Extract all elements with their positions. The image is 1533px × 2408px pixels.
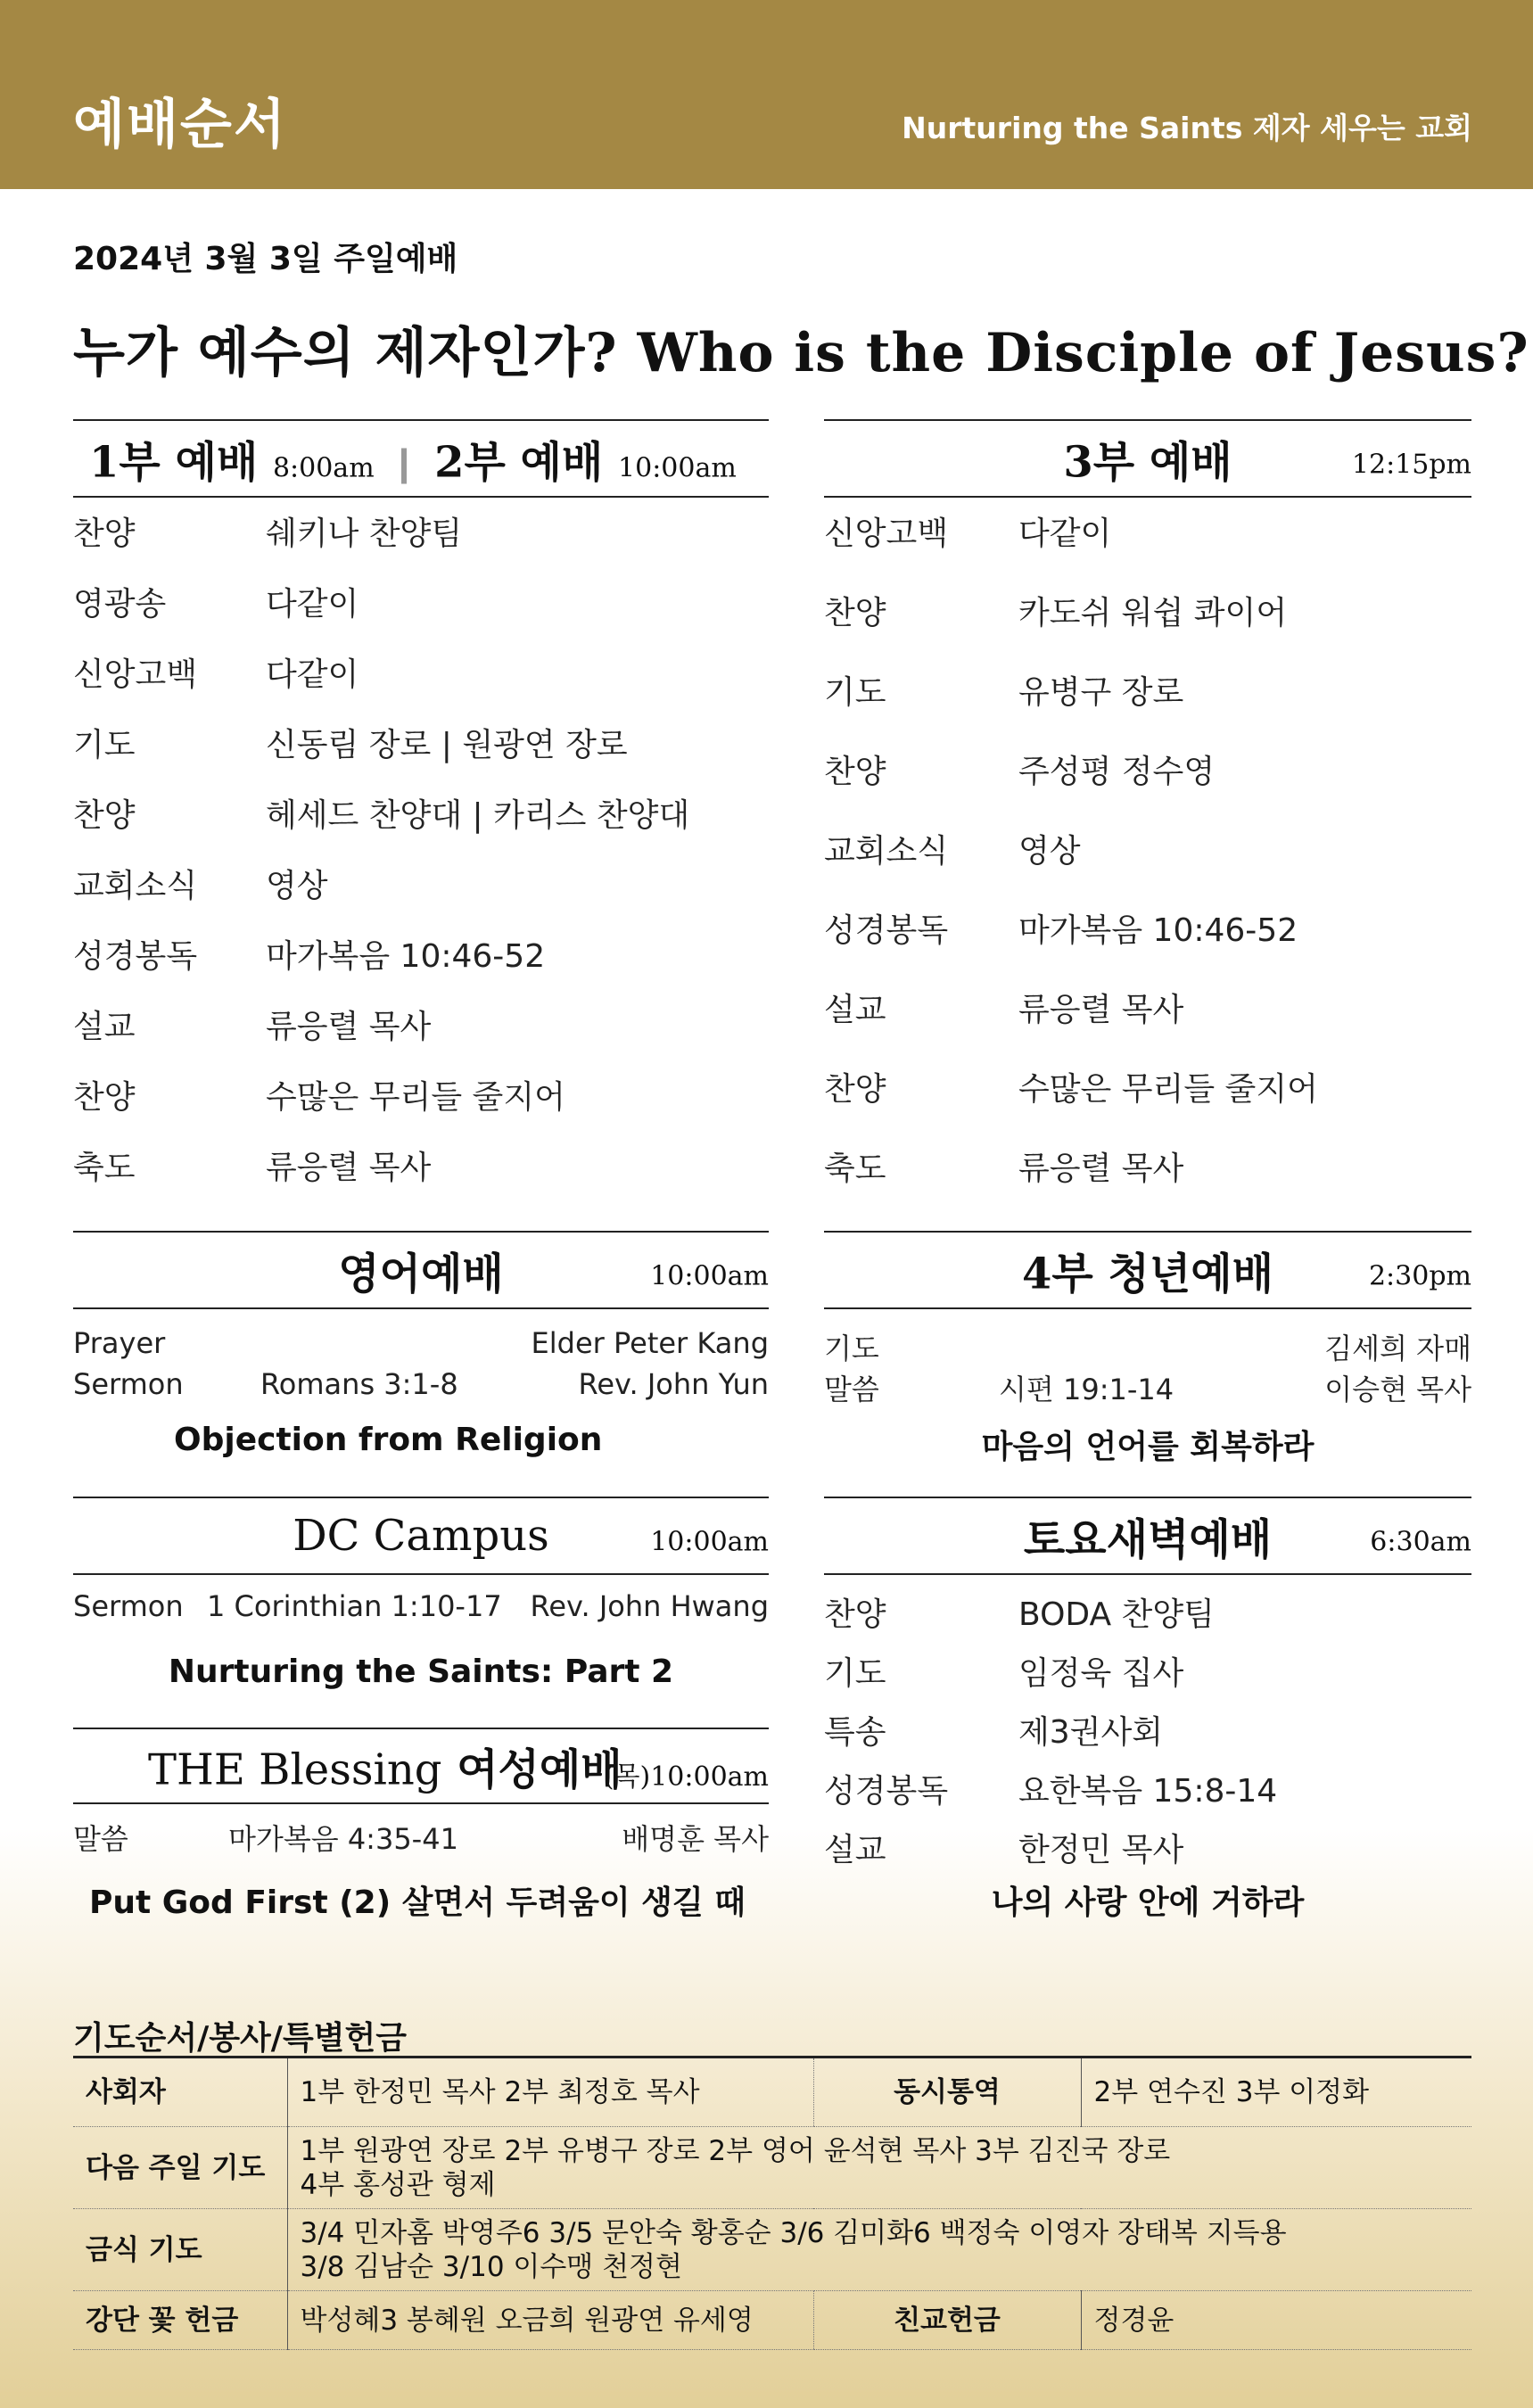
order-value: 마가복음 10:46-52 bbox=[266, 938, 546, 975]
order-label: 찬양 bbox=[73, 797, 136, 834]
youth-prayer-label: 기도 bbox=[824, 1332, 879, 1365]
order-value: 헤세드 찬양대 | 카리스 찬양대 bbox=[266, 797, 690, 834]
youth-word-speaker: 이승현 목사 bbox=[1324, 1373, 1471, 1406]
order-label: 교회소식 bbox=[824, 833, 949, 870]
table-row bbox=[73, 2209, 1471, 2291]
youth-service-header bbox=[824, 1231, 1471, 1309]
dc-campus-title: DC Campus bbox=[293, 1511, 549, 1561]
dc-sermon-passage: 1 Corinthian 1:10-17 bbox=[207, 1589, 502, 1623]
blessing-header bbox=[73, 1728, 769, 1804]
blessing-time: (목)10:00am bbox=[603, 1761, 769, 1793]
english-prayer-value: Elder Peter Kang bbox=[531, 1326, 769, 1360]
order-label: 성경봉독 bbox=[824, 1773, 949, 1810]
order-value: 제3권사회 bbox=[1018, 1714, 1164, 1751]
order-value: 다같이 bbox=[266, 656, 359, 693]
service-1-time: 8:00am bbox=[272, 452, 375, 484]
order-label: 찬양 bbox=[73, 1079, 136, 1116]
english-sermon-title: Objection from Religion bbox=[174, 1422, 603, 1458]
blessing-title-en: THE Blessing bbox=[148, 1744, 442, 1795]
order-label: 찬양 bbox=[824, 754, 886, 790]
order-value: 임정욱 집사 bbox=[1018, 1655, 1184, 1692]
sermon-title: 누가 예수의 제자인가? Who is the Disciple of Jesus? bbox=[73, 322, 1529, 384]
order-value: 다같이 bbox=[266, 586, 359, 623]
order-value: 류응렬 목사 bbox=[266, 1150, 432, 1186]
dc-campus-service bbox=[73, 1497, 769, 1711]
dc-campus-header bbox=[73, 1497, 769, 1575]
service-date: 2024년 3월 3일 주일예배 bbox=[73, 241, 458, 277]
dc-sermon-label: Sermon bbox=[73, 1589, 184, 1623]
english-prayer-label: Prayer bbox=[73, 1326, 166, 1360]
dawn-sermon-title: 나의 사랑 안에 거하라 bbox=[991, 1884, 1305, 1921]
fasting-prayer-value: 3/4 민자홈 박영주6 3/5 문안숙 황홍순 3/6 김미화6 백정숙 이영자 장태복 지득용 bbox=[300, 2216, 1287, 2249]
order-label: 기도 bbox=[824, 674, 886, 711]
blessing-word-label: 말씀 bbox=[73, 1822, 128, 1856]
order-value: 수많은 무리들 줄지어 bbox=[1018, 1071, 1318, 1108]
dc-sermon-speaker: Rev. John Hwang bbox=[530, 1589, 769, 1623]
order-label: 기도 bbox=[824, 1655, 886, 1692]
service-1-2 bbox=[73, 419, 769, 1195]
order-label: 설교 bbox=[824, 1832, 886, 1868]
header-title: 예배순서 bbox=[73, 94, 287, 156]
order-label: 기도 bbox=[73, 727, 136, 763]
service-2-title: 2부 예배 bbox=[434, 437, 604, 488]
order-value: 쉐키나 찬양팀 bbox=[266, 515, 463, 552]
order-label: 영광송 bbox=[73, 586, 167, 623]
youth-sermon-title: 마음의 언어를 회복하라 bbox=[981, 1429, 1315, 1465]
next-prayer-label: 다음 주일 기도 bbox=[73, 2127, 287, 2209]
fellowship-offering-label: 친교헌금 bbox=[813, 2291, 1081, 2350]
emcee-value: 1부 한정민 목사 2부 최정호 목사 bbox=[287, 2058, 813, 2127]
order-label: 축도 bbox=[73, 1150, 136, 1186]
service-3 bbox=[824, 419, 1471, 1195]
header-bar bbox=[0, 0, 1533, 189]
order-label: 성경봉독 bbox=[73, 938, 198, 975]
order-value: 신동림 장로 | 원광연 장로 bbox=[266, 727, 628, 763]
table-row bbox=[73, 2058, 1471, 2127]
altar-flower-value: 박성혜3 봉혜원 오금희 원광연 유세영 bbox=[287, 2291, 813, 2350]
dc-campus-time: 10:00am bbox=[650, 1526, 769, 1558]
english-sermon-speaker: Rev. John Yun bbox=[578, 1367, 769, 1401]
order-label: 찬양 bbox=[73, 515, 136, 552]
fasting-prayer-label: 금식 기도 bbox=[73, 2209, 287, 2291]
service-1-title: 1부 예배 bbox=[89, 437, 259, 488]
order-label: 설교 bbox=[73, 1009, 136, 1045]
order-value: 카도쉬 워쉽 콰이어 bbox=[1018, 595, 1288, 631]
order-value: 류응렬 목사 bbox=[266, 1009, 432, 1045]
order-value: 마가복음 10:46-52 bbox=[1018, 912, 1298, 949]
order-label: 신앙고백 bbox=[73, 656, 198, 693]
blessing-word-speaker: 배명훈 목사 bbox=[622, 1822, 769, 1856]
fellowship-offering-value: 정경윤 bbox=[1081, 2291, 1471, 2350]
order-value: 유병구 장로 bbox=[1018, 674, 1184, 711]
emcee-label: 사회자 bbox=[73, 2058, 287, 2127]
order-value: 영상 bbox=[266, 868, 328, 904]
table-row bbox=[73, 2127, 1471, 2209]
order-value: 요한복음 15:8-14 bbox=[1018, 1773, 1278, 1810]
service-3-time: 12:15pm bbox=[1351, 449, 1471, 481]
order-label: 축도 bbox=[824, 1150, 886, 1187]
blessing-service bbox=[73, 1728, 769, 1933]
youth-service-title: 4부 청년예배 bbox=[1022, 1249, 1273, 1299]
divider bbox=[401, 448, 407, 483]
english-sermon-label: Sermon bbox=[73, 1367, 184, 1401]
table-row bbox=[73, 2291, 1471, 2350]
order-value: 주성평 정수영 bbox=[1018, 754, 1216, 790]
order-value: 한정민 목사 bbox=[1018, 1832, 1184, 1868]
youth-word-label: 말씀 bbox=[824, 1373, 879, 1406]
youth-service-time: 2:30pm bbox=[1368, 1260, 1471, 1292]
dawn-header bbox=[824, 1497, 1471, 1575]
order-label: 특송 bbox=[824, 1714, 886, 1751]
next-prayer-value-2: 4부 홍성관 형제 bbox=[300, 2168, 496, 2201]
service-2-time: 10:00am bbox=[618, 452, 737, 484]
youth-word-passage: 시편 19:1-14 bbox=[999, 1373, 1174, 1406]
blessing-sermon-title: Put God First (2) 살면서 두려움이 생길 때 bbox=[89, 1884, 746, 1921]
dawn-title: 토요새벽예배 bbox=[1023, 1514, 1273, 1565]
youth-prayer-value: 김세희 자매 bbox=[1324, 1332, 1471, 1365]
dawn-time: 6:30am bbox=[1370, 1526, 1471, 1558]
order-value: 류응렬 목사 bbox=[1018, 1150, 1184, 1187]
order-label: 설교 bbox=[824, 992, 886, 1028]
youth-service bbox=[824, 1231, 1471, 1489]
english-service-header bbox=[73, 1231, 769, 1309]
order-value: 류응렬 목사 bbox=[1018, 992, 1184, 1028]
header-tagline: Nurturing the Saints 제자 세우는 교회 bbox=[902, 111, 1472, 145]
order-value: BODA 찬양팀 bbox=[1018, 1596, 1215, 1633]
service-duty-table bbox=[73, 2056, 1471, 2350]
order-value: 영상 bbox=[1018, 833, 1081, 870]
order-label: 신앙고백 bbox=[824, 515, 949, 552]
english-sermon-passage: Romans 3:1-8 bbox=[260, 1367, 458, 1401]
interpretation-value: 2부 연수진 3부 이정화 bbox=[1081, 2058, 1471, 2127]
order-label: 성경봉독 bbox=[824, 912, 949, 949]
order-label: 찬양 bbox=[824, 595, 886, 631]
service-1-2-header bbox=[73, 419, 769, 498]
english-service bbox=[73, 1231, 769, 1489]
order-value: 수많은 무리들 줄지어 bbox=[266, 1079, 565, 1116]
service-3-title: 3부 예배 bbox=[1063, 437, 1232, 488]
english-service-title: 영어예배 bbox=[338, 1249, 504, 1299]
dc-sermon-title: Nurturing the Saints: Part 2 bbox=[168, 1653, 674, 1690]
english-service-time: 10:00am bbox=[650, 1260, 769, 1292]
blessing-title-ko: 여성예배 bbox=[457, 1744, 622, 1795]
order-label: 찬양 bbox=[824, 1596, 886, 1633]
table-title: 기도순서/봉사/특별헌금 bbox=[73, 2020, 408, 2057]
altar-flower-label: 강단 꽃 헌금 bbox=[73, 2291, 287, 2350]
interpretation-label: 동시통역 bbox=[813, 2058, 1081, 2127]
service-3-header bbox=[824, 419, 1471, 498]
order-label: 교회소식 bbox=[73, 868, 198, 904]
next-prayer-value: 1부 원광연 장로 2부 유병구 장로 2부 영어 윤석현 목사 3부 김진국 장로 bbox=[300, 2134, 1171, 2167]
dawn-service bbox=[824, 1497, 1471, 1934]
order-value: 다같이 bbox=[1018, 515, 1112, 552]
blessing-word-passage: 마가복음 4:35-41 bbox=[228, 1822, 458, 1856]
fasting-prayer-value-2: 3/8 김남순 3/10 이수맹 천정현 bbox=[300, 2250, 682, 2283]
order-label: 찬양 bbox=[824, 1071, 886, 1108]
